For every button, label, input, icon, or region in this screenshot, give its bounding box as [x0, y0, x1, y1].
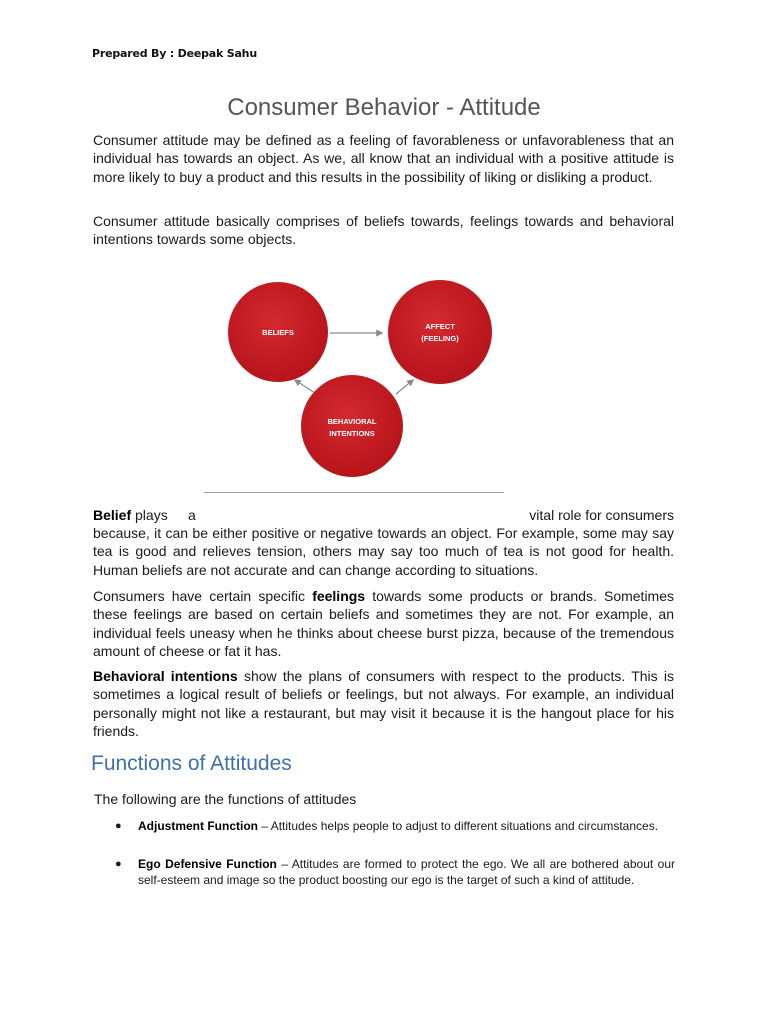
paragraph-feelings: [93, 587, 674, 660]
feelings-before: Consumers have certain specific: [93, 588, 306, 604]
function-term: Ego Defensive Function: [138, 857, 277, 871]
beliefs-label: BELIEFS: [262, 328, 294, 337]
belief-plays: plays: [135, 507, 168, 523]
list-item: [115, 818, 675, 834]
arrow-behavioral-to-affect: [396, 380, 413, 394]
page-title: Consumer Behavior - Attitude: [227, 94, 541, 121]
paragraph-behavioral-intentions: [93, 667, 674, 740]
function-desc: – Attitudes helps people to adjust to different situations and circumstances.: [261, 819, 659, 833]
functions-intro: The following are the functions of attitudes: [94, 791, 357, 807]
belief-a: a: [188, 507, 196, 523]
behavioral-label: BEHAVIORAL: [327, 417, 377, 426]
paragraph-components: Consumer attitude basically comprises of beliefs towards, feelings towards and behavioral intentions towards some objects.: [93, 213, 674, 248]
bullet-icon: ●: [115, 820, 122, 832]
belief-first-line: [93, 506, 674, 524]
function-desc: – Attitudes are formed to protect the ego. We all are bothered about our self-esteem and image so the product boosting our ego is the target of such a kind of attitude.: [138, 857, 675, 887]
intentions-label: INTENTIONS: [329, 429, 375, 438]
belief-rest: because, it can be either positive or negative towards an object. For example, some may say tea is good and relieves tension, others may say too much of tea is not good for health. Human beliefs are not accurate and can change according to situations.: [93, 525, 674, 578]
affect-circle: [388, 280, 492, 384]
paragraph-definition: Consumer attitude may be defined as a feeling of favorableness or unfavorableness that an individual has towards an object. As we, all know that an individual with a positive attitude is more likely to buy a product and this results in the possibility of liking or disliking a product.: [93, 132, 674, 185]
functions-heading: Functions of Attitudes: [91, 752, 292, 775]
list-item-text: [138, 818, 675, 834]
paragraph-belief: [93, 506, 674, 579]
behavioral-intentions-circle: [301, 375, 403, 477]
arrow-behavioral-to-beliefs: [295, 380, 315, 393]
list-item-text: [138, 856, 675, 888]
behavioral-after: show the plans of consumers with respect to the products. This is sometimes a logical result of beliefs or feelings, but not always. For example, an individual personally might not like a restaurant, but may visit it because it is the hangout place for his friends.: [93, 668, 675, 739]
feelings-term: feelings: [312, 588, 366, 604]
feelings-after: towards some products or brands. Sometimes these feelings are based on certain beliefs and sometimes they are not. For example, an individual feels uneasy when he thinks about cheese burst pizza, because of the tremendous amount of cheese or fat it has.: [93, 588, 675, 659]
horizontal-divider: [204, 492, 504, 493]
belief-term: Belief: [93, 507, 132, 523]
function-term: Adjustment Function: [138, 819, 258, 833]
belief-vital-role: vital role for consumers: [529, 507, 674, 523]
prepared-by: Prepared By : Deepak Sahu: [92, 47, 257, 60]
bullet-icon: ●: [115, 858, 122, 870]
feeling-label: (FEELING): [421, 334, 459, 343]
list-item: [115, 856, 675, 888]
attitude-components-diagram: [220, 276, 500, 482]
affect-label: AFFECT: [425, 322, 455, 331]
behavioral-term: Behavioral intentions: [93, 668, 238, 684]
